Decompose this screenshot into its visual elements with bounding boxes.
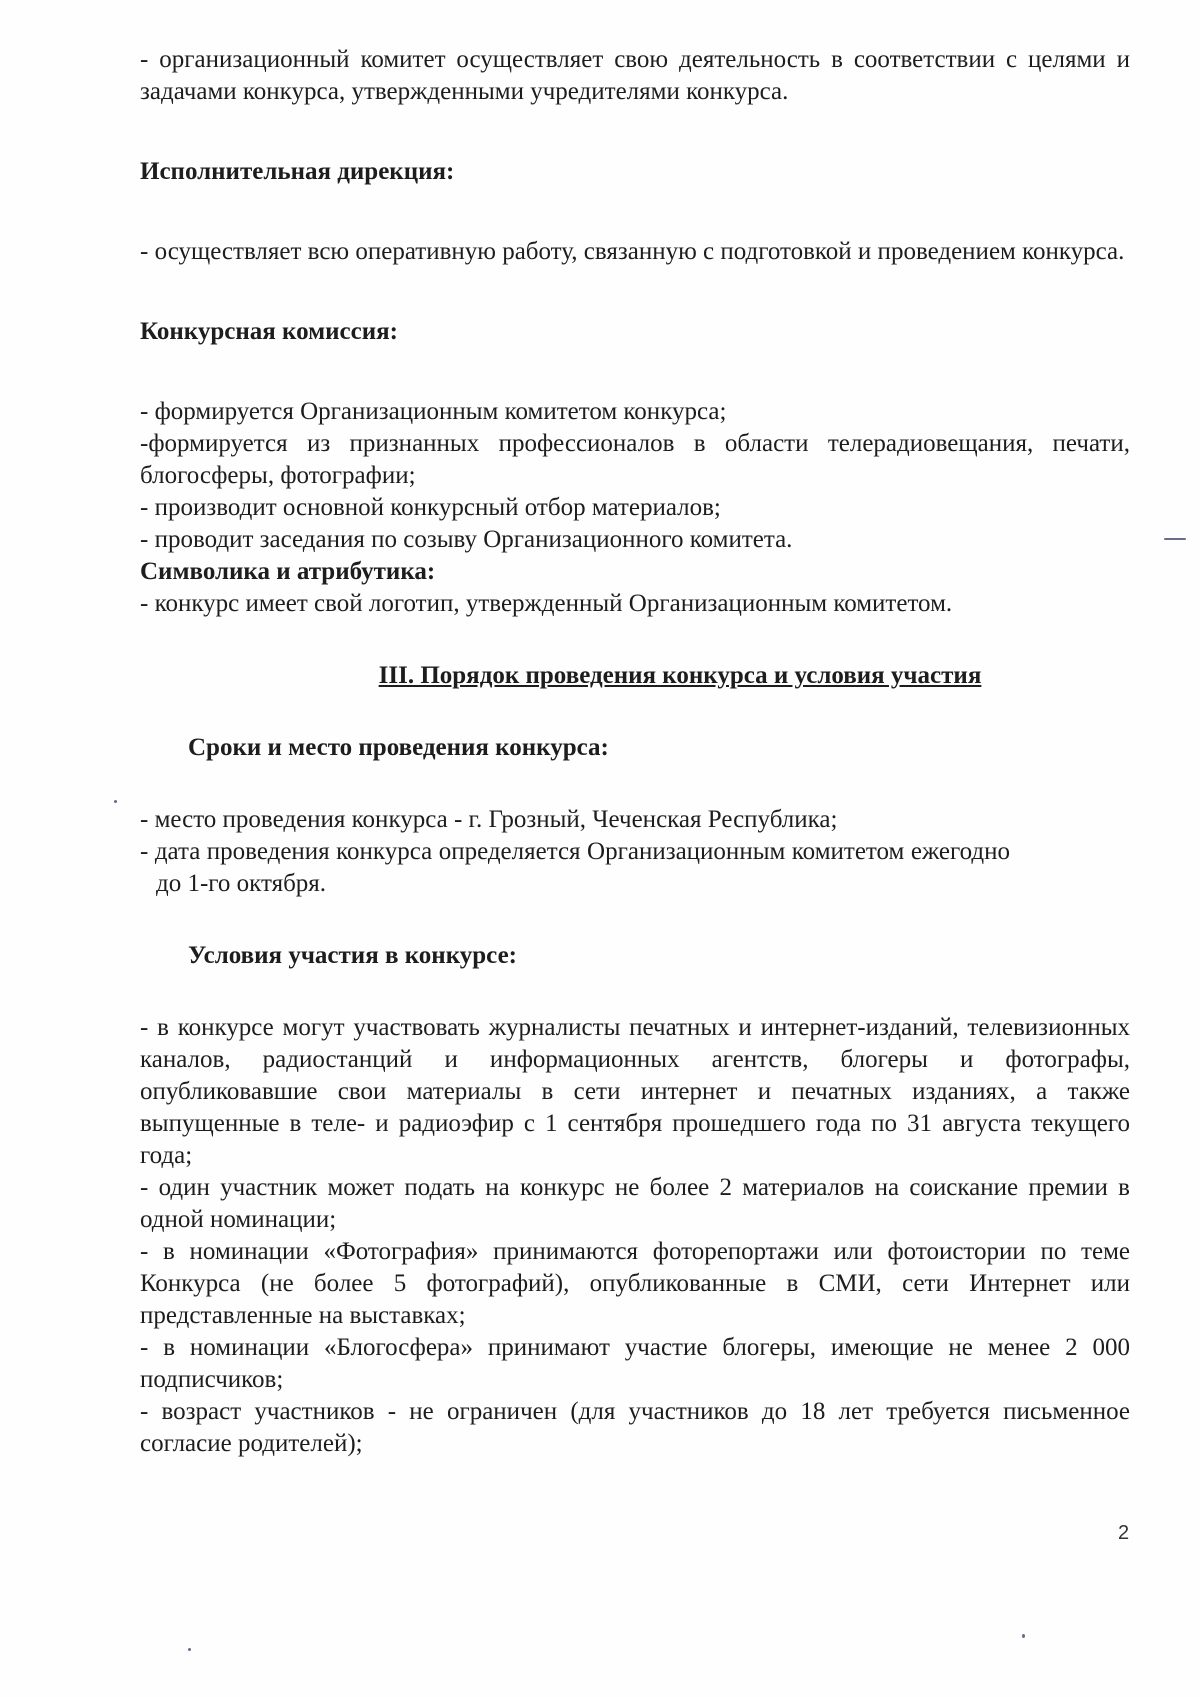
conditions-item: - возраст участников - не ограничен (для участников до 18 лет требуется письменное согласие родителей); [140, 1398, 1130, 1457]
commission-item: - проводит заседания по созыву Организационного комитета. [140, 526, 793, 553]
scan-speck [188, 1648, 191, 1651]
section-title: III. Порядок проведения конкурса и условия участия [378, 662, 982, 689]
document-body [140, 44, 1130, 1460]
commission-heading: Конкурсная комиссия: [140, 318, 398, 345]
conditions-item: - один участник может подать на конкурс не более 2 материалов на соискание премии в одной номинации; [140, 1174, 1130, 1233]
symbols-item: - конкурс имеет свой логотип, утвержденный Организационным комитетом. [140, 590, 953, 617]
conditions-heading: Условия участия в конкурсе: [188, 942, 517, 969]
commission-item: - производит основной конкурсный отбор материалов; [140, 494, 721, 521]
commission-item: -формируется из признанных профессионалов в области телерадиовещания, печати, блогосферы, фотографии; [140, 430, 1130, 489]
conditions-item: - в номинации «Блогосфера» принимают участие блогеры, имеющие не менее 2 000 подписчиков; [140, 1334, 1130, 1393]
scan-speck [1164, 538, 1186, 540]
conditions-item: - в номинации «Фотография» принимаются фоторепортажи или фотоистории по теме Конкурса (не более 5 фотографий), опубликованные в СМИ, сети Интернет или представленные на выставках; [140, 1238, 1130, 1329]
commission-item: - формируется Организационным комитетом конкурса; [140, 398, 727, 425]
conditions-item: - в конкурсе могут участвовать журналисты печатных и интернет-изданий, телевизионных каналов, радиостанций и информационных агентств, блогеры и фотографы, опубликовавшие свои материалы в сети интернет и печатных изданиях, а также выпущенные в теле- и радиоэфир с 1 сентября прошедшего года по 31 августа текущего года; [140, 1014, 1130, 1169]
dates-heading: Сроки и место проведения конкурса: [188, 734, 609, 761]
scan-speck [1022, 1634, 1025, 1638]
page-number: 2 [1118, 1522, 1130, 1544]
executive-heading: Исполнительная дирекция: [140, 158, 455, 185]
dates-item: - место проведения конкурса - г. Грозный, Чеченская Республика; [140, 806, 838, 833]
executive-item: - осуществляет всю оперативную работу, связанную с подготовкой и проведением конкурса. [140, 238, 1125, 265]
scan-speck [114, 800, 117, 803]
dates-item: - дата проведения конкурса определяется Организационным комитетом ежегодно до 1-го октября. [140, 838, 1010, 897]
intro-paragraph: - организационный комитет осуществляет свою деятельность в соответствии с целями и задачами конкурса, утвержденными учредителями конкурса. [140, 46, 1130, 105]
symbols-heading: Символика и атрибутика: [140, 558, 436, 585]
